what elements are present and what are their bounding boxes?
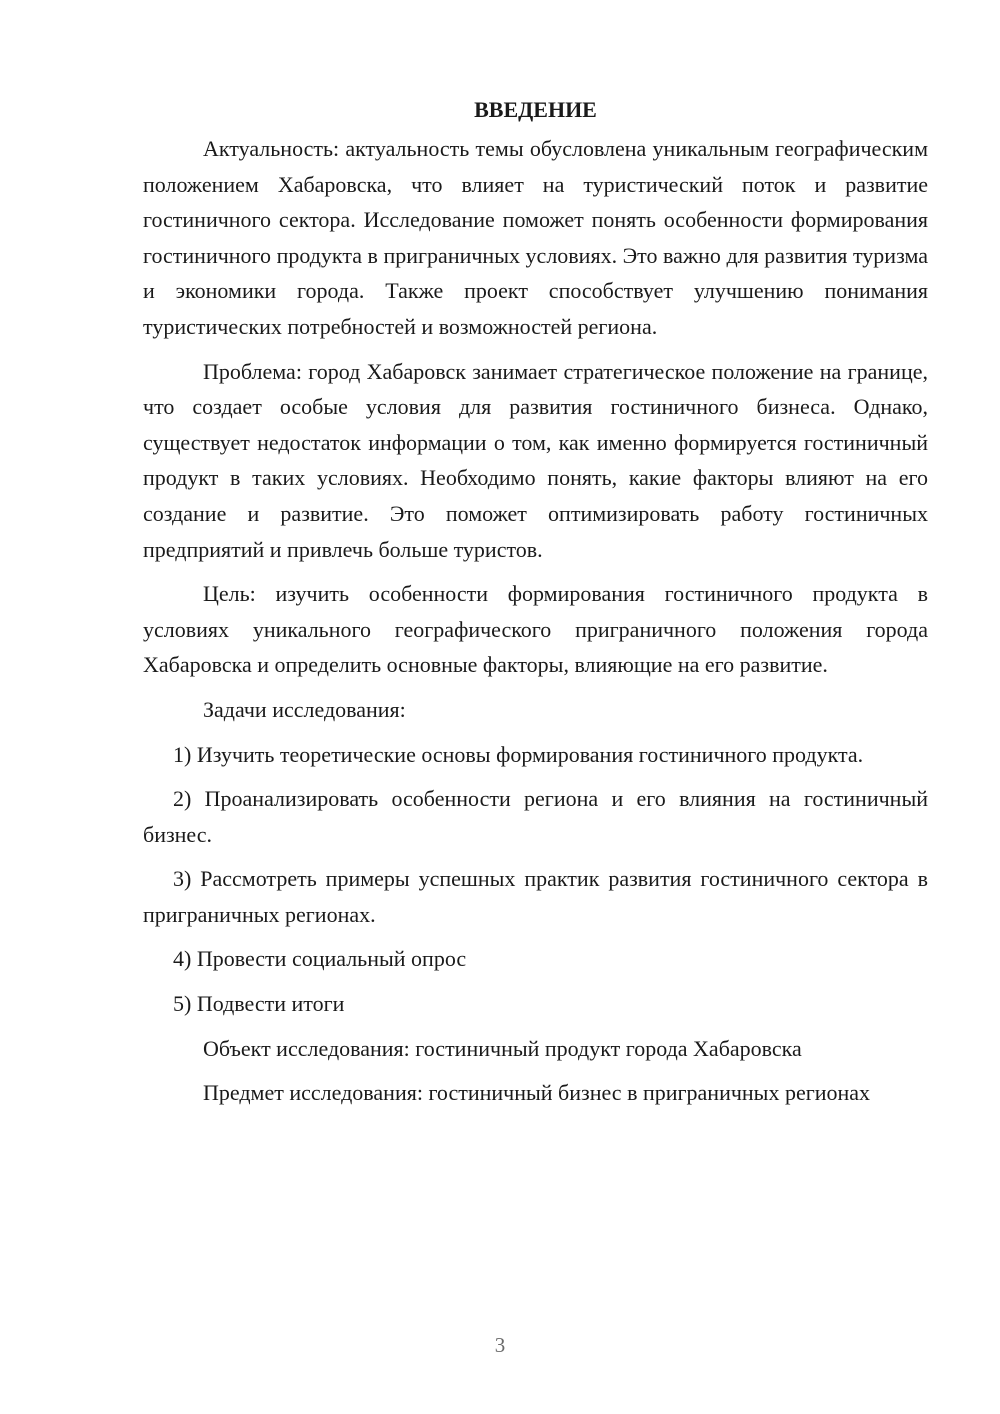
research-subject: Предмет исследования: гостиничный бизнес в приграничных регионах [203,1080,871,1106]
research-object: Объект исследования: гостиничный продукт города Хабаровска [203,1035,802,1061]
goal-paragraph: Цель: изучить особенности формирования гостиничного продукта в условиях уникального географического приграничного положения города Хабаровска и определить основные факторы, влияющие на его развитие. [143,581,928,678]
task-item-4: 4) Провести социальный опрос [173,946,467,972]
task-item-5: 5) Подвести итоги [173,991,345,1017]
task-item-1: 1) Изучить теоретические основы формирования гостиничного продукта. [173,741,864,767]
relevance-paragraph: Актуальность: актуальность темы обусловлена уникальным географическим положением Хабаровска, что влияет на туристический поток и развитие гостиничного сектора. Исследование поможет понять особенности формирования гостиничного продукта в приграничных условиях. Это важно для развития туризма и экономики города. Также проект способствует улучшению понимания туристических потребностей и возможностей региона. [143,136,928,339]
task-item-2: 2) Проанализировать особенности региона и его влияния на гостиничный бизнес. [143,786,928,847]
problem-paragraph: Проблема: город Хабаровск занимает стратегическое положение на границе, что создает особые условия для развития гостиничного бизнеса. Однако, существует недостаток информации о том, как именно формируется гостиничный продукт в таких условиях. Необходимо понять, какие факторы влияют на его создание и развитие. Это поможет оптимизировать работу гостиничных предприятий и привлечь больше туристов. [143,358,928,562]
section-title: ВВЕДЕНИЕ [474,97,597,122]
page-number: 3 [494,1333,506,1357]
task-item-3: 3) Рассмотреть примеры успешных практик развития гостиничного сектора в приграничных регионах. [143,866,928,927]
tasks-heading: Задачи исследования: [203,696,406,722]
document-page [143,92,928,1120]
